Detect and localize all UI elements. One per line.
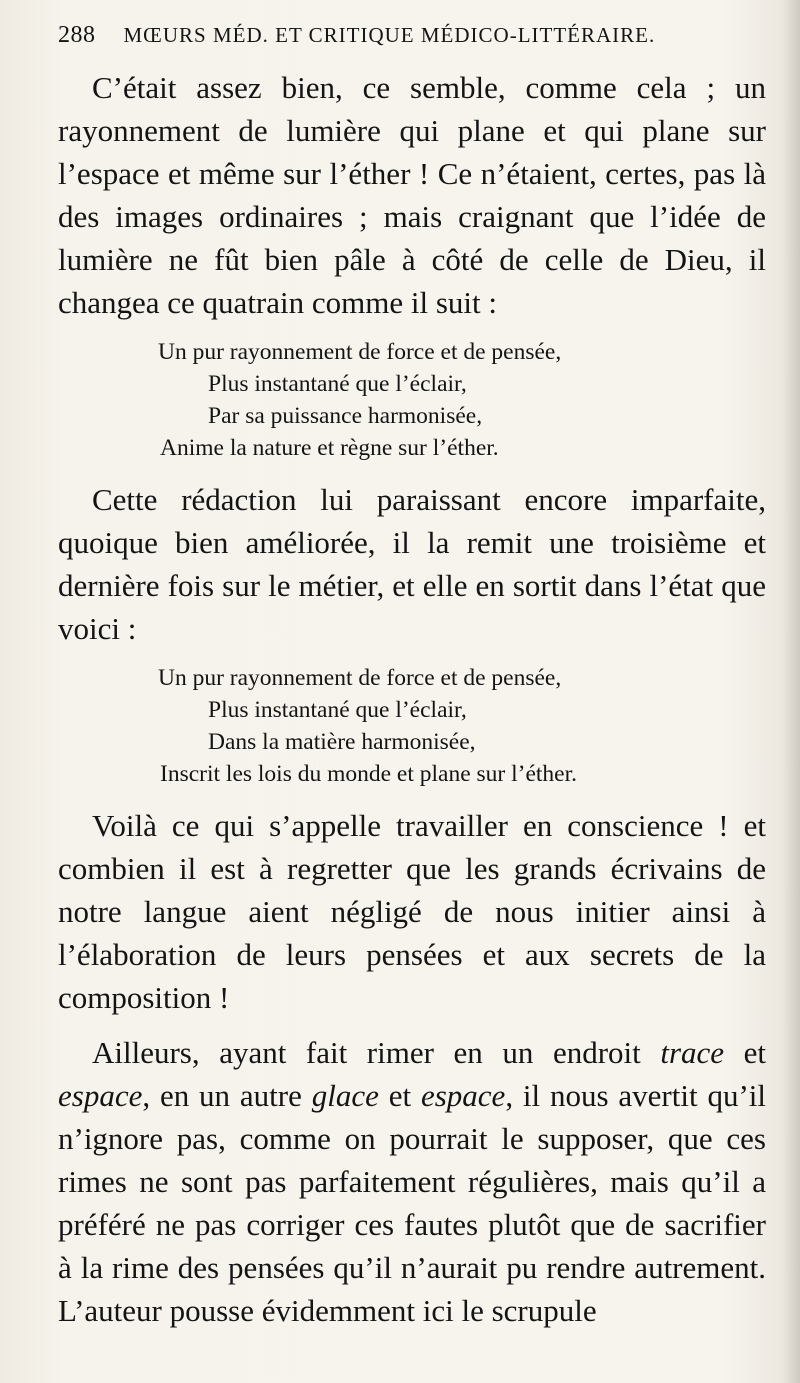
- running-head: MŒURS MÉD. ET CRITIQUE MÉDICO-LITTÉRAIRE.: [123, 23, 656, 47]
- verse-line: Un pur rayonnement de force et de pensée,: [158, 665, 562, 691]
- verse-line: Par sa puissance harmonisée,: [208, 403, 483, 429]
- paragraph-3: Voilà ce qui s’appelle travailler en conscience ! et combien il est à regretter que les grands écrivains de notre langue aient négligé de nous initier ainsi à l’élaboration de leurs pensées et aux secrets de la composition !: [58, 808, 766, 1015]
- page-number: 288: [58, 22, 96, 48]
- paragraph-1: C’était assez bien, ce semble, comme cela ; un rayonnement de lumière qui plane et qui plane sur l’espace et même sur l’éther ! Ce n’étaient, certes, pas là des images ordinaires ; mais craignant que l’idée de lumière ne fût bien pâle à côté de celle de Dieu, il changea ce quatrain comme il suit :: [58, 70, 766, 320]
- italic-word: espace: [58, 1078, 143, 1113]
- quatrain-1: [58, 336, 766, 464]
- paragraph-4-text: et: [378, 1078, 421, 1113]
- paragraph-4: [58, 1031, 766, 1332]
- verse-line: Inscrit les lois du monde et plane sur l’éther.: [160, 761, 578, 787]
- page-header: [58, 22, 766, 66]
- paragraph-2: Cette rédaction lui paraissant encore imparfaite, quoique bien améliorée, il la remit une troisième et dernière fois sur le métier, et elle en sortit dans l’état que voici :: [58, 482, 766, 646]
- paragraph-4-text: et: [724, 1035, 767, 1070]
- verse-line: Plus instantané que l’éclair,: [208, 371, 467, 397]
- quatrain-2: [58, 662, 766, 790]
- paragraph-4-text: , il nous avertit qu’il n’ignore pas, comme on pourrait le supposer, que ces rimes ne sont pas parfaitement régulières, mais qu’il a préféré ne pas corriger ces fautes plutôt que de sacrifier à la rime des pensées qu’il n’aurait pu rendre autrement. L’auteur pousse évidemment ici le scrupule: [58, 1078, 766, 1328]
- paragraph-4-text: , en un autre: [142, 1078, 312, 1113]
- italic-word: trace: [660, 1035, 725, 1070]
- verse-line: Plus instantané que l’éclair,: [208, 697, 467, 723]
- italic-word: espace: [420, 1078, 506, 1113]
- verse-line: Dans la matière harmonisée,: [208, 729, 476, 755]
- verse-line: Un pur rayonnement de force et de pensée,: [158, 339, 562, 365]
- italic-word: glace: [311, 1078, 379, 1113]
- verse-line: Anime la nature et règne sur l’éther.: [160, 435, 499, 461]
- paragraph-4-text: Ailleurs, ayant fait rimer en un endroit: [92, 1035, 661, 1070]
